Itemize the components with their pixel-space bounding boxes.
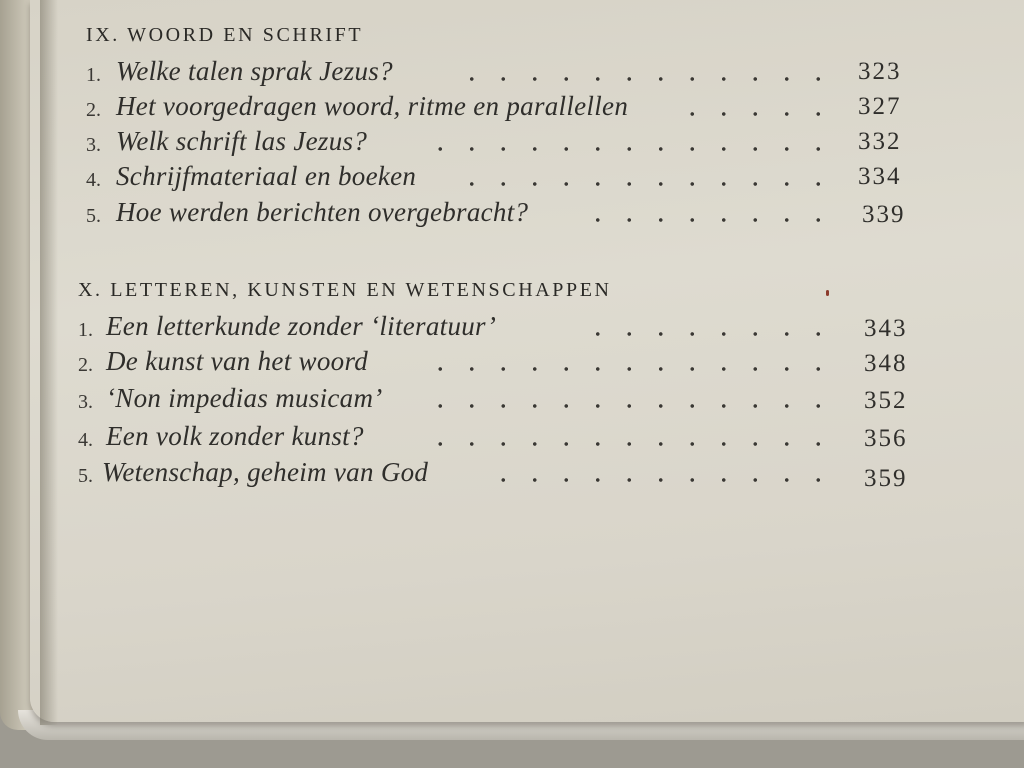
dot-leader bbox=[430, 146, 834, 152]
entry-title: Een volk zonder kunst? bbox=[106, 421, 364, 451]
entry-title: Een letterkunde zonder ‘literatuur’ bbox=[106, 311, 497, 341]
entry-title: Welke talen sprak Jezus? bbox=[116, 56, 393, 86]
entry-page-number: 334 bbox=[858, 163, 902, 190]
dot-leader bbox=[448, 76, 834, 82]
toc-entry bbox=[30, 195, 1024, 231]
section-heading: IX. WOORD EN SCHRIFT bbox=[86, 24, 364, 46]
entry-number: 3. bbox=[86, 134, 101, 156]
toc-entry bbox=[30, 309, 1024, 345]
dot-leader bbox=[590, 217, 834, 223]
entry-number: 2. bbox=[86, 99, 101, 121]
book-gutter-shadow bbox=[40, 0, 58, 725]
entry-number: 3. bbox=[78, 391, 93, 413]
section-heading: X. LETTEREN, KUNSTEN EN WETENSCHAPPEN bbox=[78, 279, 612, 301]
toc-entry bbox=[30, 159, 1024, 195]
dot-leader bbox=[682, 111, 834, 117]
entry-title: Welk schrift las Jezus? bbox=[116, 126, 368, 156]
entry-title: De kunst van het woord bbox=[106, 346, 369, 376]
book-page bbox=[30, 0, 1024, 722]
entry-title: Het voorgedragen woord, ritme en parallellen bbox=[116, 91, 629, 121]
dot-leader bbox=[416, 366, 834, 372]
entry-number: 5. bbox=[86, 205, 101, 227]
dot-leader bbox=[448, 181, 834, 187]
entry-page-number: 352 bbox=[864, 387, 908, 414]
toc-entry bbox=[30, 381, 1024, 417]
toc-entry bbox=[30, 54, 1024, 90]
entry-title: Wetenschap, geheim van God bbox=[102, 457, 429, 487]
entry-title: Hoe werden berichten overgebracht? bbox=[116, 197, 529, 227]
entry-number: 4. bbox=[86, 169, 101, 191]
entry-page-number: 348 bbox=[864, 350, 908, 377]
dot-leader bbox=[430, 403, 834, 409]
toc-entry bbox=[30, 419, 1024, 455]
entry-page-number: 343 bbox=[864, 315, 908, 342]
entry-number: 1. bbox=[86, 64, 101, 86]
entry-page-number: 359 bbox=[864, 465, 908, 492]
toc-entry bbox=[30, 89, 1024, 125]
entry-page-number: 323 bbox=[858, 58, 902, 85]
entry-page-number: 327 bbox=[858, 93, 902, 120]
toc-entry bbox=[30, 455, 1024, 491]
entry-page-number: 356 bbox=[864, 425, 908, 452]
entry-page-number: 332 bbox=[858, 128, 902, 155]
toc-entry bbox=[30, 344, 1024, 380]
dot-leader bbox=[482, 477, 834, 483]
entry-title: ‘Non impedias musicam’ bbox=[106, 383, 383, 413]
toc-entry bbox=[30, 124, 1024, 160]
dot-leader bbox=[570, 331, 834, 337]
ink-mark bbox=[826, 290, 829, 296]
entry-title: Schrijfmateriaal en boeken bbox=[116, 161, 417, 191]
entry-number: 2. bbox=[78, 354, 93, 376]
entry-page-number: 339 bbox=[862, 201, 906, 228]
entry-number: 1. bbox=[78, 319, 93, 341]
dot-leader bbox=[430, 441, 834, 447]
entry-number: 4. bbox=[78, 429, 93, 451]
entry-number: 5. bbox=[78, 465, 93, 487]
